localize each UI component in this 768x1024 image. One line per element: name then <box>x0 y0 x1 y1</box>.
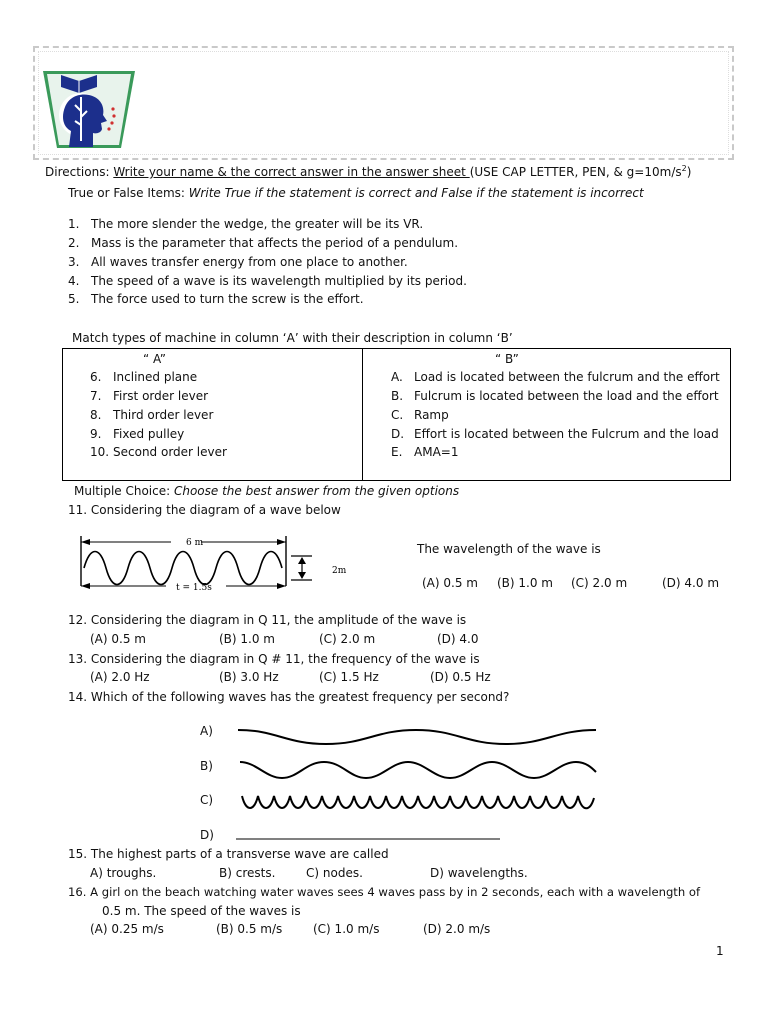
q14-wave-c <box>236 790 600 814</box>
tf-item-2 <box>68 236 458 250</box>
match-table <box>62 348 731 481</box>
q15-text: 15. The highest parts of a transverse wave are called <box>68 847 389 861</box>
q14-label-c: C) <box>200 793 214 807</box>
tf-item-number: 1. <box>68 217 80 231</box>
q11-diagram-time-label: t = 1.5s <box>176 583 212 593</box>
q11-diagram-length-label: 6 m <box>186 538 204 548</box>
q14-label-b: B) <box>200 759 213 773</box>
match-b-text: AMA=1 <box>414 445 459 459</box>
q15-option-b: B) crests. <box>219 866 276 880</box>
q16-text-line1: 16. A girl on the beach watching water waves sees 4 waves pass by in 2 seconds, each with a wavelength of <box>68 885 701 899</box>
q16-option-c: (C) 1.0 m/s <box>313 922 380 936</box>
tf-item-5 <box>68 292 364 306</box>
match-b-letter: A. <box>391 370 403 384</box>
match-b-text: Fulcrum is located between the load and the effort <box>414 389 719 403</box>
tf-heading-label: True or False Items: <box>68 186 189 200</box>
match-b-item-c <box>391 408 449 422</box>
match-a-text: Second order lever <box>113 445 227 459</box>
q13-option-d: (D) 0.5 Hz <box>430 670 491 684</box>
match-b-item-a <box>391 370 720 384</box>
tf-item-3 <box>68 255 408 269</box>
directions-close: ) <box>686 165 692 179</box>
q12-option-a: (A) 0.5 m <box>90 632 146 646</box>
match-a-number: 9. <box>90 427 102 441</box>
match-b-text: Load is located between the fulcrum and the effort <box>414 370 720 384</box>
q11-option-b: (B) 1.0 m <box>497 576 553 590</box>
q13-option-c: (C) 1.5 Hz <box>319 670 379 684</box>
mc-heading <box>74 484 459 498</box>
tf-item-number: 3. <box>68 255 80 269</box>
column-b-title: “ B” <box>495 352 519 366</box>
mc-instruction: Choose the best answer from the given options <box>173 484 460 498</box>
tf-item-number: 2. <box>68 236 80 250</box>
tf-item-number: 4. <box>68 274 80 288</box>
tf-item-4 <box>68 274 467 288</box>
match-b-letter: B. <box>391 389 404 403</box>
q16-option-a: (A) 0.25 m/s <box>90 922 164 936</box>
q11-wave-diagram <box>76 532 358 598</box>
school-logo <box>41 71 135 148</box>
match-b-letter: E. <box>391 445 403 459</box>
match-b-text: Ramp <box>414 408 449 422</box>
q11-diagram-amplitude-label: 2m <box>332 566 347 576</box>
match-a-text: First order lever <box>113 389 209 403</box>
tf-item-number: 5. <box>68 292 80 306</box>
q14-text: 14. Which of the following waves has the greatest frequency per second? <box>68 690 510 704</box>
tf-item-1 <box>68 217 423 231</box>
q14-wave-b <box>236 756 600 782</box>
match-a-item-6 <box>90 370 197 384</box>
match-b-letter: D. <box>391 427 405 441</box>
q14-wave-d-line <box>236 828 502 842</box>
q16-option-d: (D) 2.0 m/s <box>423 922 491 936</box>
q12-text: 12. Considering the diagram in Q 11, the amplitude of the wave is <box>68 613 467 627</box>
match-a-text: Fixed pulley <box>113 427 185 441</box>
q11-text: 11. Considering the diagram of a wave below <box>68 503 341 517</box>
match-a-item-7 <box>90 389 208 403</box>
tf-heading <box>68 186 644 200</box>
match-a-item-10 <box>90 445 227 459</box>
match-a-number: 8. <box>90 408 102 422</box>
match-b-letter: C. <box>391 408 404 422</box>
match-a-number: 7. <box>90 389 102 403</box>
tf-item-text: The speed of a wave is its wavelength multiplied by its period. <box>91 274 467 288</box>
q11-option-d: (D) 4.0 m <box>662 576 720 590</box>
header-frame <box>33 46 734 160</box>
match-a-text: Inclined plane <box>113 370 198 384</box>
q15-option-a: A) troughs. <box>90 866 157 880</box>
directions-line <box>45 164 691 179</box>
tf-item-text: The more slender the wedge, the greater will be its VR. <box>91 217 424 231</box>
tf-item-text: All waves transfer energy from one place to another. <box>91 255 408 269</box>
tf-instruction: Write True if the statement is correct and False if the statement is incorrect <box>188 186 644 200</box>
mc-heading-label: Multiple Choice: <box>74 484 174 498</box>
directions-label: Directions: <box>45 165 114 179</box>
q13-option-a: (A) 2.0 Hz <box>90 670 150 684</box>
q12-option-b: (B) 1.0 m <box>219 632 275 646</box>
q14-label-a: A) <box>200 724 213 738</box>
q14-wave-a <box>236 722 600 746</box>
column-a-title: “ A” <box>143 352 166 366</box>
tf-item-text: Mass is the parameter that affects the period of a pendulum. <box>91 236 459 250</box>
match-b-item-d <box>391 427 719 441</box>
directions-note: (USE CAP LETTER, PEN, & g=10m/s <box>469 165 682 179</box>
page-number: 1 <box>716 944 724 958</box>
q15-option-c: C) nodes. <box>306 866 363 880</box>
q11-option-a: (A) 0.5 m <box>422 576 478 590</box>
q16-text-line2: 0.5 m. The speed of the waves is <box>102 904 301 918</box>
match-b-item-b <box>391 389 719 403</box>
q12-option-d: (D) 4.0 <box>437 632 479 646</box>
q13-option-b: (B) 3.0 Hz <box>219 670 279 684</box>
match-a-item-8 <box>90 408 213 422</box>
q11-option-c: (C) 2.0 m <box>571 576 628 590</box>
q15-option-d: D) wavelengths. <box>430 866 528 880</box>
q16-option-b: (B) 0.5 m/s <box>216 922 283 936</box>
match-a-number: 10. <box>90 445 110 459</box>
q11-prompt: The wavelength of the wave is <box>417 542 601 556</box>
match-a-text: Third order lever <box>113 408 214 422</box>
match-a-number: 6. <box>90 370 102 384</box>
directions-underlined: Write your name & the correct answer in the answer sheet <box>113 165 470 179</box>
match-table-divider <box>362 349 363 480</box>
match-a-item-9 <box>90 427 184 441</box>
match-b-item-e <box>391 445 458 459</box>
match-heading: Match types of machine in column ‘A’ with their description in column ‘B’ <box>72 331 513 345</box>
q14-label-d: D) <box>200 828 214 842</box>
tf-item-text: The force used to turn the screw is the effort. <box>91 292 364 306</box>
q13-text: 13. Considering the diagram in Q # 11, the frequency of the wave is <box>68 652 480 666</box>
q12-option-c: (C) 2.0 m <box>319 632 376 646</box>
directions-superscript: 2 <box>681 164 687 173</box>
match-b-text: Effort is located between the Fulcrum and the load <box>414 427 719 441</box>
